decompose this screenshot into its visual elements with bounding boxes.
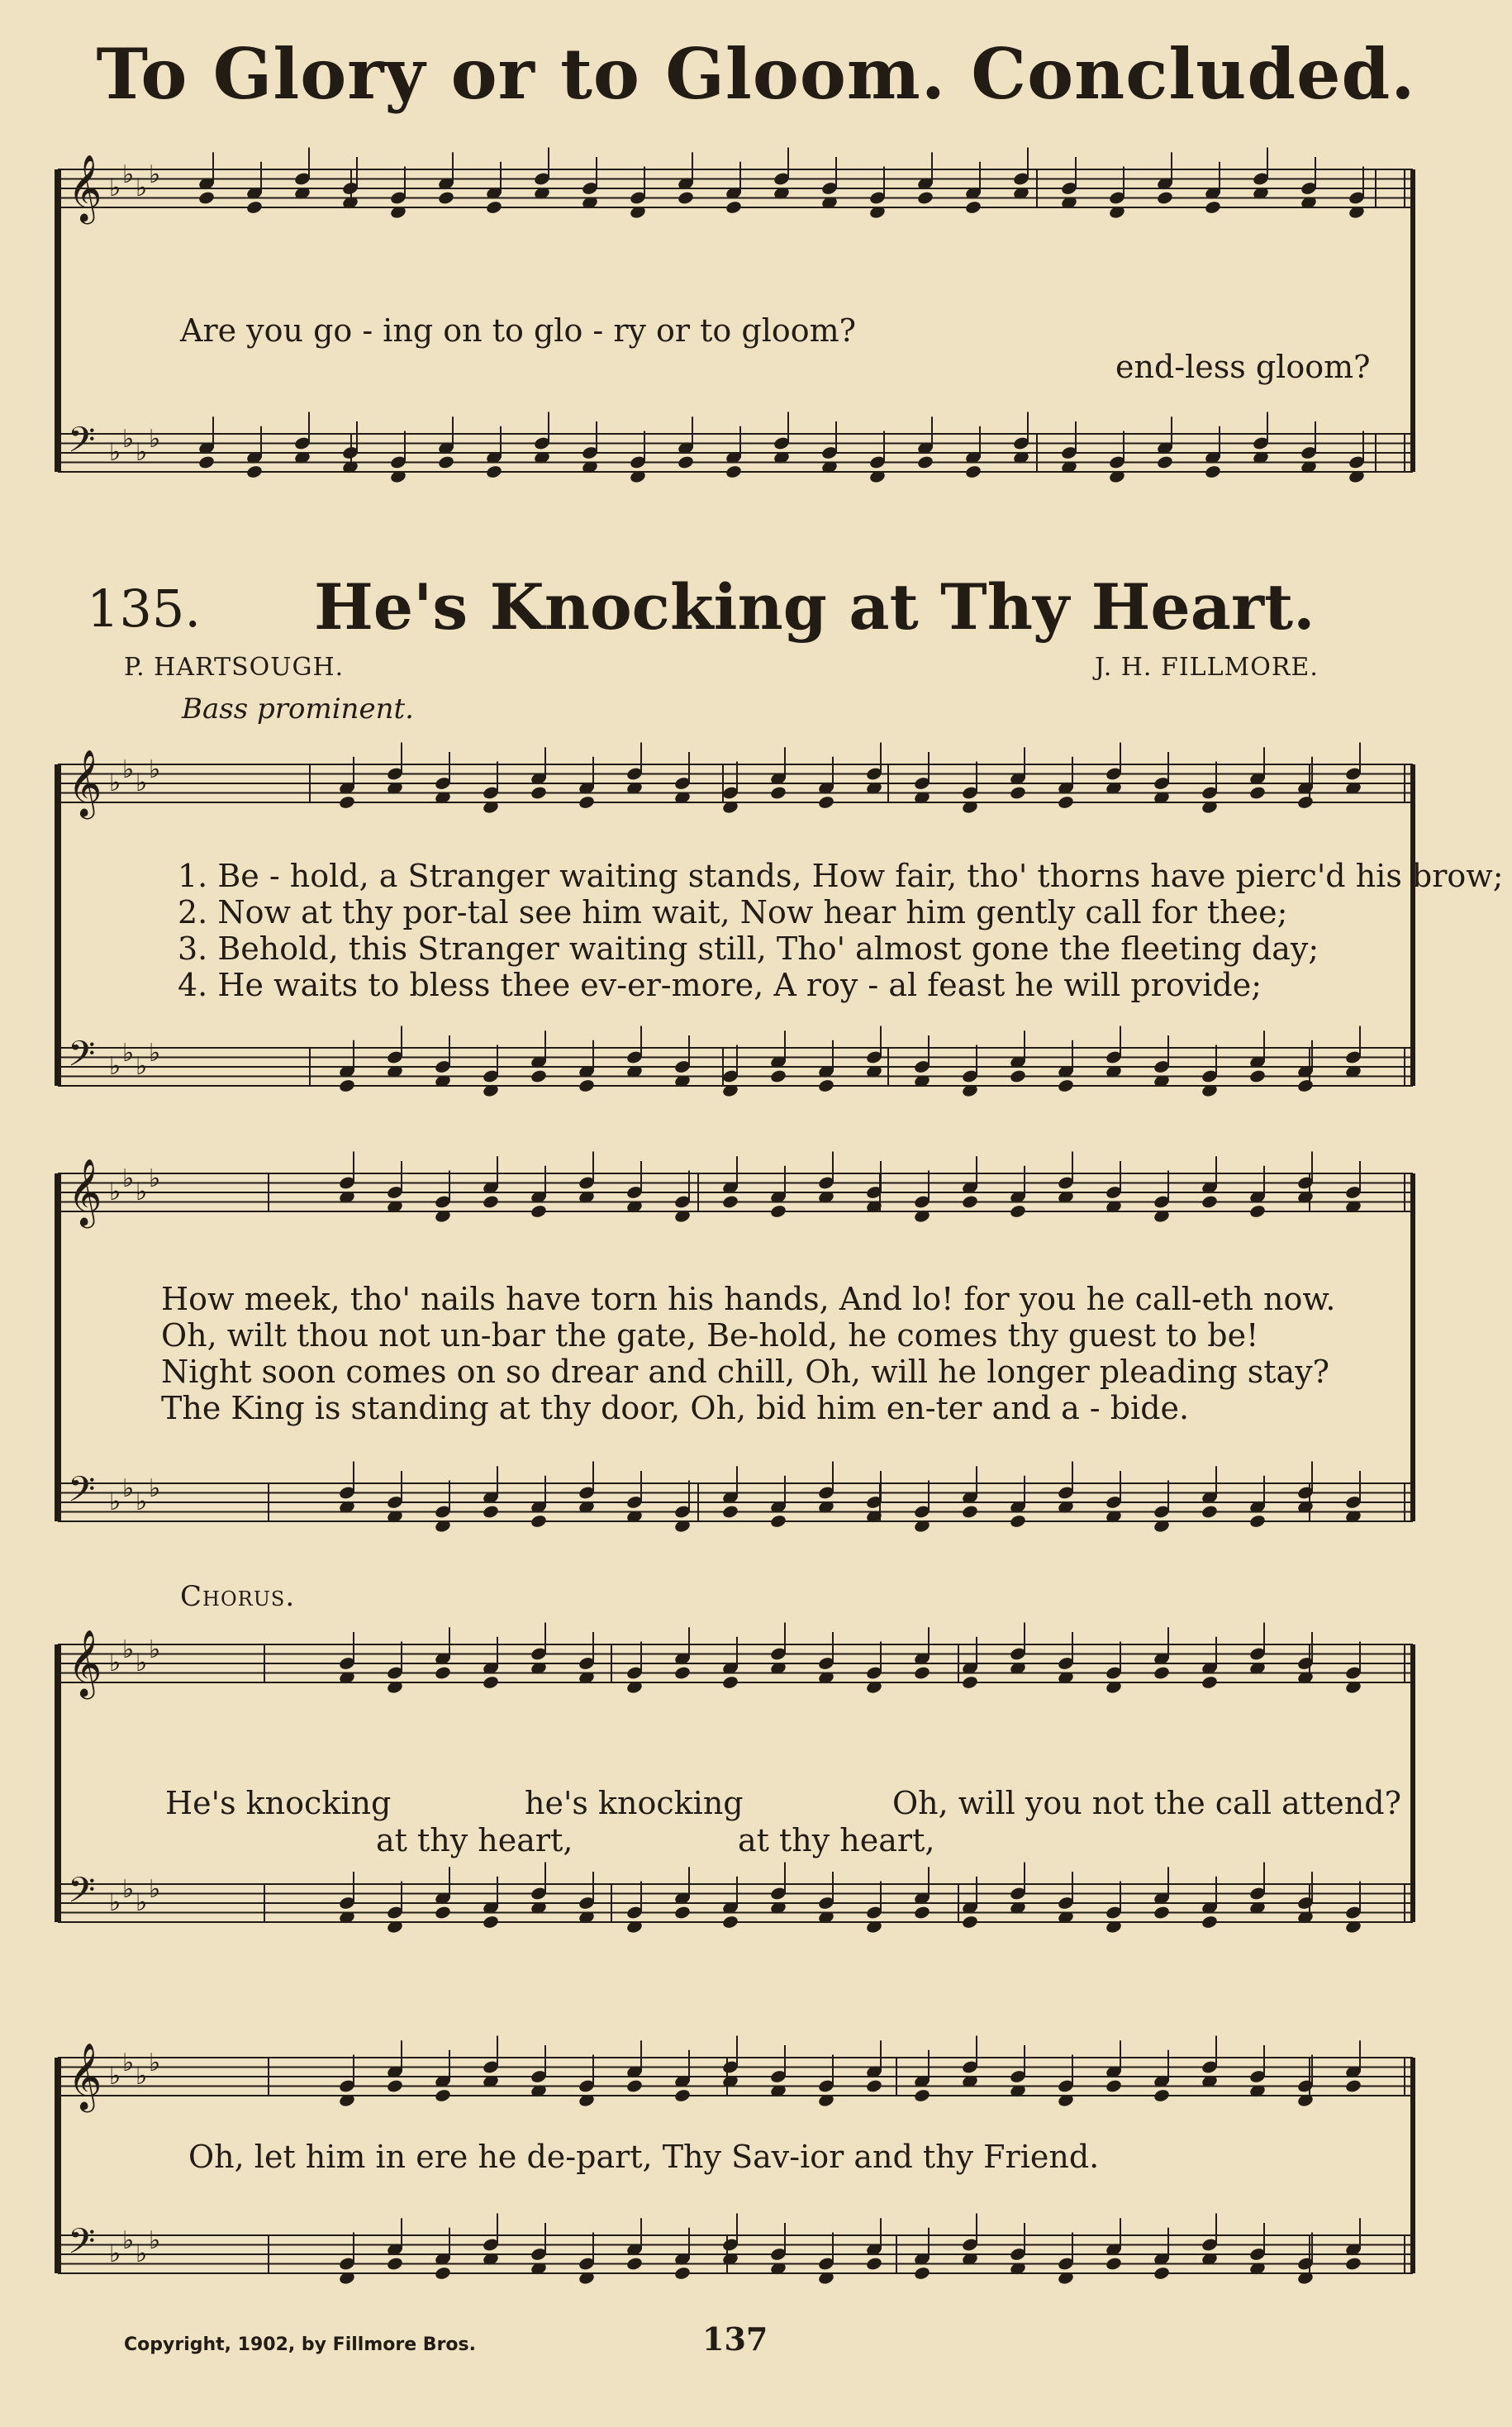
note-head <box>769 785 787 800</box>
note-head <box>961 1194 978 1209</box>
bass-clef-icon: 𝄢 <box>68 420 96 469</box>
flat-icon: ♭ <box>149 1474 161 1503</box>
note-head <box>1009 1204 1026 1219</box>
flat-icon: ♭ <box>122 1474 135 1503</box>
system3-verse-1: How meek, tho' nails have torn his hands, And lo! for you he call-eth now. <box>161 1281 1336 1317</box>
note-head <box>1344 2256 1362 2271</box>
note-head <box>1105 2078 1122 2093</box>
system2-verse-3: 3. Behold, this Stranger waiting still, Tho' almost gone the fleeting day; <box>178 930 1319 967</box>
note-head <box>530 1068 547 1083</box>
flat-icon: ♭ <box>149 1635 161 1664</box>
note-head <box>434 2266 451 2281</box>
note-head <box>245 200 263 215</box>
note-head <box>578 795 595 810</box>
flat-icon: ♭ <box>149 1164 161 1193</box>
note-head <box>625 2256 643 2271</box>
note-head <box>625 2078 643 2093</box>
system1-lyric-alt: end-less gloom? <box>1115 349 1371 385</box>
treble-clef-icon: 𝄞 <box>68 1158 102 1225</box>
system2-verses <box>178 858 1504 1003</box>
note-head <box>817 795 834 810</box>
system1-lyric: Are you go - ing on to glo - ry or to gloom? <box>180 312 857 349</box>
treble-clef-icon: 𝄞 <box>68 154 102 221</box>
note-head <box>961 1675 978 1690</box>
note-head <box>865 2078 882 2093</box>
note-head <box>1156 454 1173 469</box>
note-head <box>245 464 263 479</box>
note-head <box>725 464 742 479</box>
flat-icon: ♭ <box>149 160 161 189</box>
note-head <box>916 190 934 205</box>
flat-icon: ♭ <box>122 1039 135 1068</box>
flat-icon: ♭ <box>149 2049 161 2077</box>
flat-icon: ♭ <box>136 1649 148 1677</box>
note-head <box>434 1905 451 1920</box>
note-head <box>437 190 454 205</box>
note-head <box>1153 2088 1170 2103</box>
flat-icon: ♭ <box>122 1164 135 1193</box>
page-number: 137 <box>702 2320 768 2358</box>
note-head <box>1248 785 1266 800</box>
bass-clef-icon: 𝄢 <box>68 1034 96 1083</box>
page-title-concluded: To Glory or to Gloom. Concluded. <box>96 33 1416 115</box>
note-head <box>673 1665 691 1680</box>
system3-verses <box>161 1281 1335 1426</box>
note-head <box>485 200 502 215</box>
flat-icon: ♭ <box>136 2239 148 2268</box>
note-head <box>769 1204 787 1219</box>
note-head <box>1344 2078 1362 2093</box>
system5-lyric: Oh, let him in ere he de-part, Thy Sav-ior and thy Friend. <box>188 2139 1100 2175</box>
note-head <box>673 2088 691 2103</box>
flat-icon: ♭ <box>122 425 135 454</box>
author-credit: P. HARTSOUGH. <box>124 653 345 682</box>
note-head <box>338 795 355 810</box>
note-head <box>865 2256 882 2271</box>
flat-icon: ♭ <box>136 769 148 797</box>
note-head <box>1009 1514 1026 1529</box>
system3-verse-4: The King is standing at thy door, Oh, bid him en-ter and a - bide. <box>161 1390 1190 1426</box>
note-head <box>1009 1068 1026 1083</box>
treble-clef-icon: 𝄞 <box>68 749 102 816</box>
note-head <box>1201 1915 1218 1930</box>
note-head <box>530 1204 547 1219</box>
tempo-marking: Bass prominent. <box>182 692 414 726</box>
note-head <box>677 190 694 205</box>
note-head <box>1201 1504 1218 1519</box>
flat-icon: ♭ <box>122 1635 135 1664</box>
note-head <box>1248 1068 1266 1083</box>
note-head <box>386 2256 403 2271</box>
note-head <box>964 464 982 479</box>
note-head <box>913 2266 930 2281</box>
hymn-title: He's Knocking at Thy Heart. <box>314 570 1315 644</box>
flat-icon: ♭ <box>122 2049 135 2077</box>
note-head <box>1105 2256 1122 2271</box>
flat-icon: ♭ <box>149 1875 161 1904</box>
flat-icon: ♭ <box>109 1487 121 1516</box>
composer-credit: J. H. FILLMORE. <box>1095 653 1319 682</box>
note-head <box>578 1078 595 1093</box>
note-head <box>1057 1078 1074 1093</box>
note-head <box>913 1665 930 1680</box>
note-head <box>769 1068 787 1083</box>
note-head <box>530 785 547 800</box>
system4-lyric-2: he's knocking <box>525 1785 744 1821</box>
flat-icon: ♭ <box>122 160 135 189</box>
note-head <box>1204 464 1221 479</box>
note-head <box>817 1078 834 1093</box>
flat-icon: ♭ <box>109 2062 121 2091</box>
note-head <box>338 1078 355 1093</box>
system2-verse-4: 4. He waits to bless thee ev-er-more, A roy - al feast he will provide; <box>178 967 1262 1003</box>
flat-icon: ♭ <box>149 1039 161 1068</box>
note-head <box>677 454 694 469</box>
note-head <box>721 1194 739 1209</box>
flat-icon: ♭ <box>136 438 148 467</box>
treble-clef-icon: 𝄞 <box>68 2042 102 2110</box>
bass-clef-icon: 𝄢 <box>68 2221 96 2271</box>
note-head <box>1296 795 1314 810</box>
note-head <box>386 2078 403 2093</box>
note-head <box>1009 785 1026 800</box>
note-head <box>725 200 742 215</box>
note-head <box>1201 1194 1218 1209</box>
note-head <box>1057 795 1074 810</box>
flat-icon: ♭ <box>136 1888 148 1917</box>
flat-icon: ♭ <box>109 769 121 797</box>
note-head <box>1248 1514 1266 1529</box>
chorus-label: Chorus. <box>180 1580 296 1613</box>
flat-icon: ♭ <box>149 425 161 454</box>
note-head <box>197 454 215 469</box>
note-head <box>1248 1204 1266 1219</box>
note-head <box>1153 2266 1170 2281</box>
flat-icon: ♭ <box>136 1487 148 1516</box>
copyright-notice: Copyright, 1902, by Fillmore Bros. <box>124 2334 476 2355</box>
flat-icon: ♭ <box>109 1052 121 1081</box>
note-head <box>434 1665 451 1680</box>
note-head <box>482 1675 499 1690</box>
note-head <box>1204 200 1221 215</box>
flat-icon: ♭ <box>109 1178 121 1206</box>
hymn-number: 135. <box>87 578 202 639</box>
flat-icon: ♭ <box>109 2239 121 2268</box>
flat-icon: ♭ <box>136 174 148 202</box>
note-head <box>434 2088 451 2103</box>
flat-icon: ♭ <box>136 2062 148 2091</box>
note-head <box>437 454 454 469</box>
note-head <box>916 454 934 469</box>
note-head <box>197 190 215 205</box>
note-head <box>964 200 982 215</box>
flat-icon: ♭ <box>109 438 121 467</box>
note-head <box>961 1504 978 1519</box>
system2-verse-1: 1. Be - hold, a Stranger waiting stands, How fair, tho' thorns have pierc'd his brow; <box>178 858 1504 894</box>
system4-lyric-5: at thy heart, <box>738 1822 935 1858</box>
flat-icon: ♭ <box>122 2226 135 2255</box>
note-head <box>482 1194 499 1209</box>
flat-icon: ♭ <box>122 1875 135 1904</box>
note-head <box>721 1504 739 1519</box>
system3-verse-3: Night soon comes on so drear and chill, Oh, will he longer pleading stay? <box>161 1354 1329 1390</box>
flat-icon: ♭ <box>136 1052 148 1081</box>
note-head <box>1156 190 1173 205</box>
note-head <box>913 2088 930 2103</box>
bass-clef-icon: 𝄢 <box>68 1870 96 1920</box>
bass-clef-icon: 𝄢 <box>68 1469 96 1519</box>
system4-lyric-1: He's knocking <box>165 1785 392 1821</box>
note-head <box>721 1675 739 1690</box>
note-head <box>482 1504 499 1519</box>
note-head <box>1201 1675 1218 1690</box>
flat-icon: ♭ <box>122 755 135 784</box>
note-head <box>485 464 502 479</box>
flat-icon: ♭ <box>109 174 121 202</box>
note-head <box>673 2266 691 2281</box>
flat-icon: ♭ <box>149 755 161 784</box>
note-head <box>673 1905 691 1920</box>
flat-icon: ♭ <box>149 2226 161 2255</box>
system2-verse-2: 2. Now at thy por-tal see him wait, Now hear him gently call for thee; <box>178 894 1288 930</box>
note-head <box>1153 1665 1170 1680</box>
flat-icon: ♭ <box>109 1649 121 1677</box>
note-head <box>1296 1078 1314 1093</box>
note-head <box>961 1915 978 1930</box>
system4-lyric-4: at thy heart, <box>376 1822 573 1858</box>
note-head <box>721 1915 739 1930</box>
treble-clef-icon: 𝄞 <box>68 1629 102 1697</box>
flat-icon: ♭ <box>109 1888 121 1917</box>
note-head <box>769 1514 787 1529</box>
flat-icon: ♭ <box>136 1178 148 1206</box>
note-head <box>1153 1905 1170 1920</box>
note-head <box>530 1514 547 1529</box>
note-head <box>913 1905 930 1920</box>
system3-verse-2: Oh, wilt thou not un-bar the gate, Be-hold, he comes thy guest to be! <box>161 1317 1259 1354</box>
system4-lyric-3: Oh, will you not the call attend? <box>892 1785 1401 1821</box>
note-head <box>482 1915 499 1930</box>
